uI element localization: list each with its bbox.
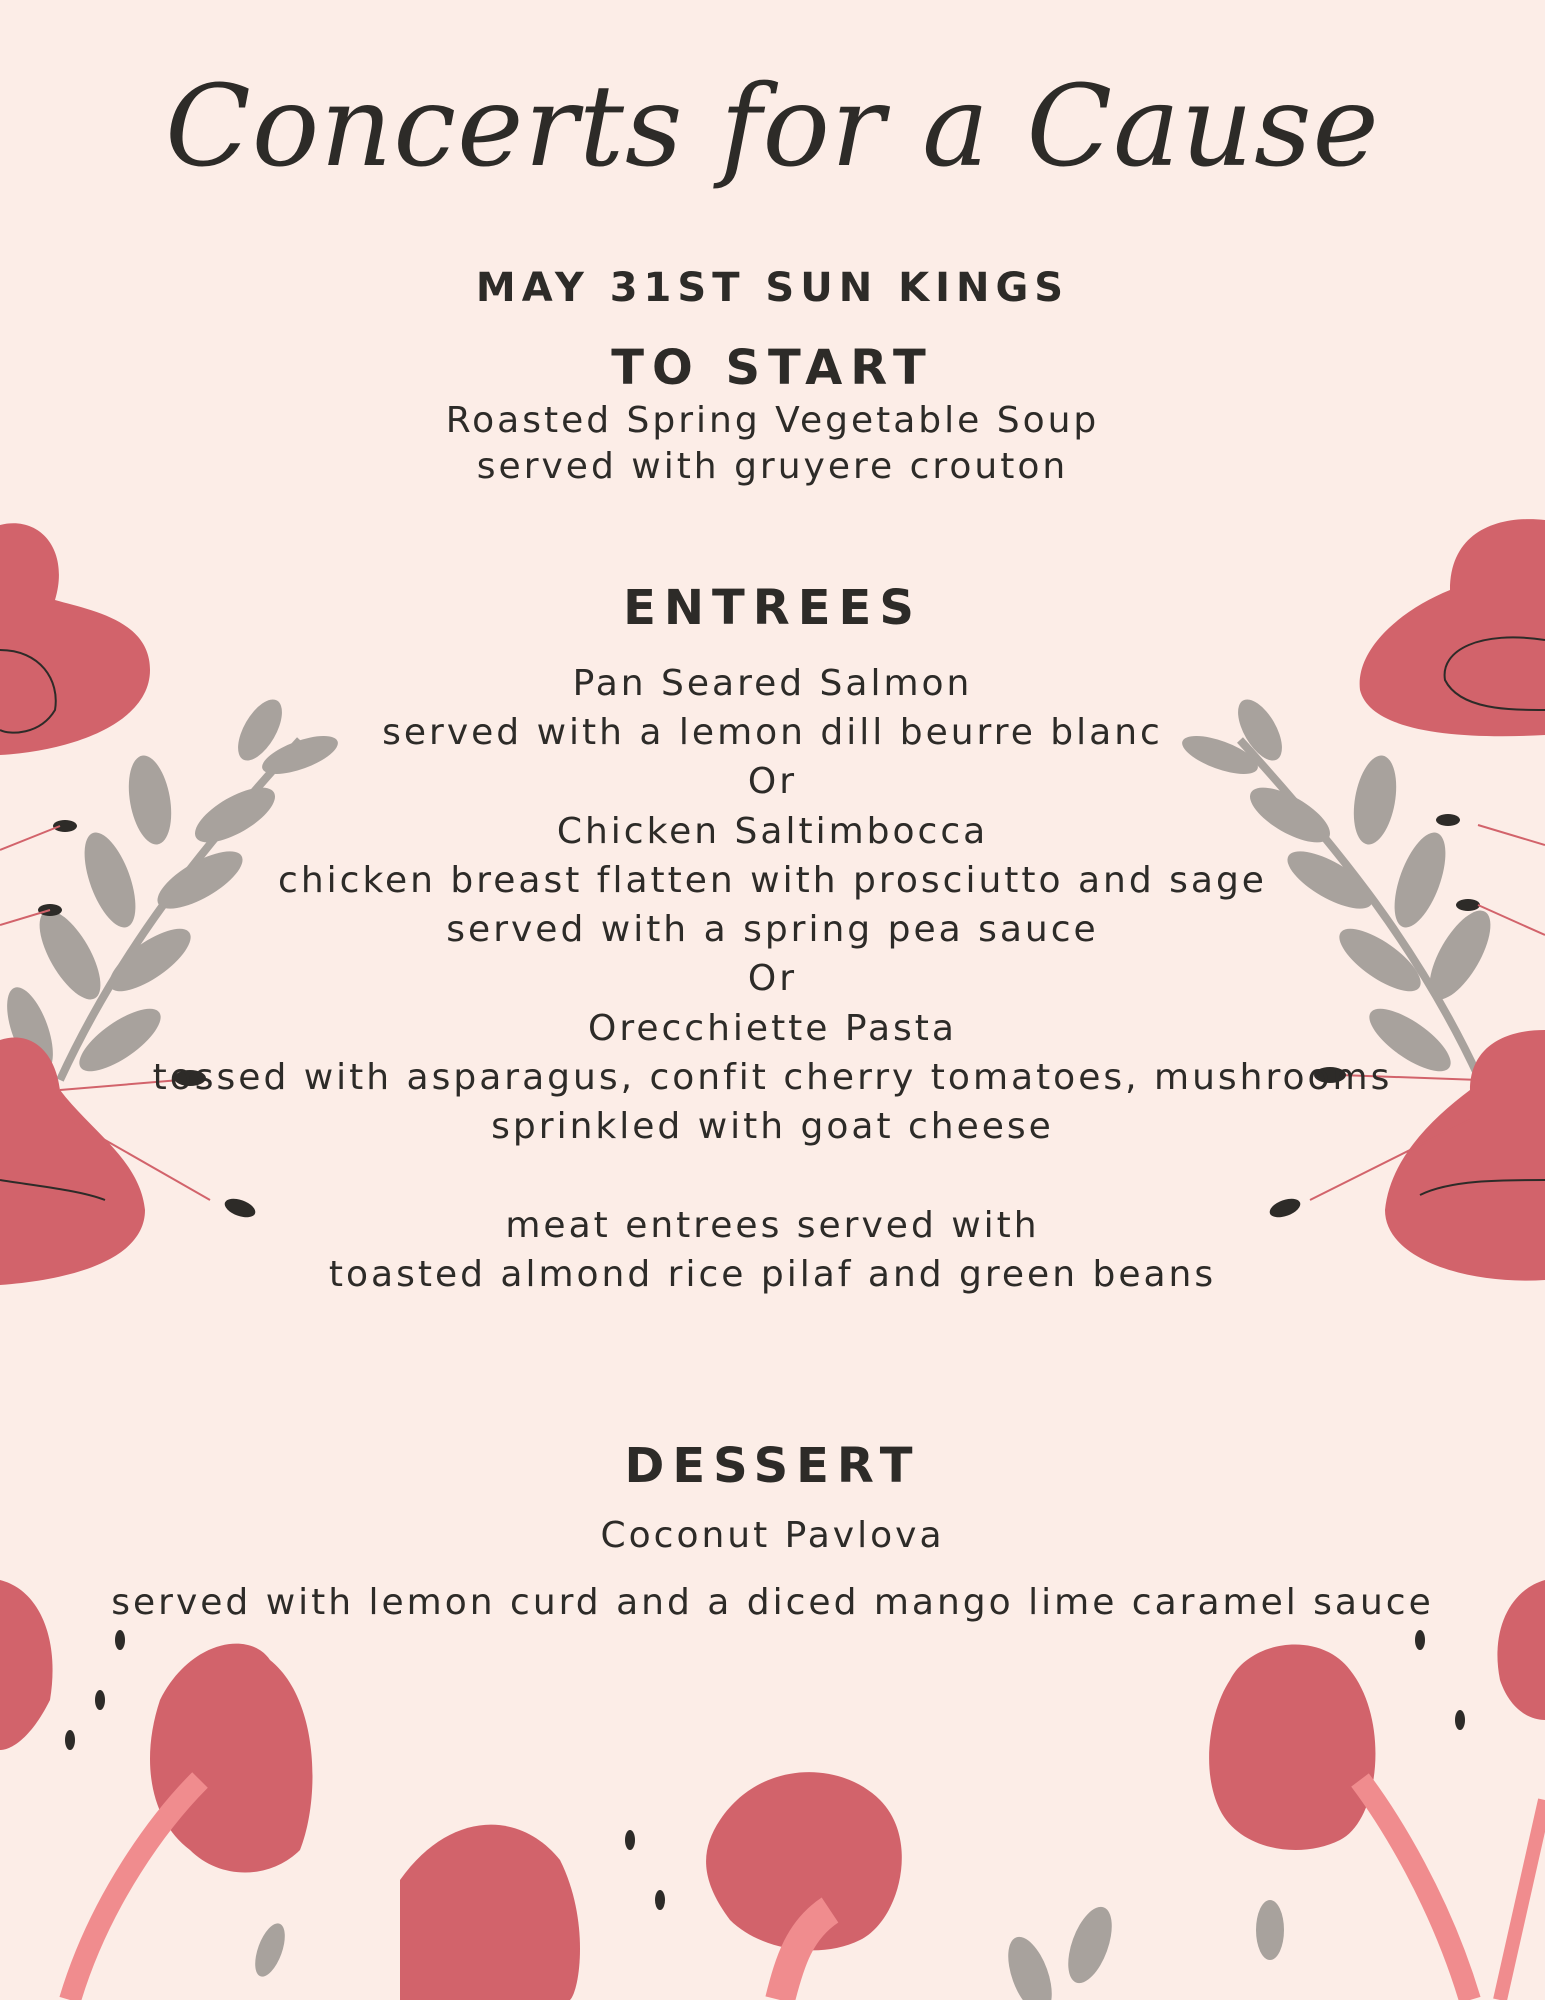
menu-item-line: tossed with asparagus, confit cherry tomatoes, mushrooms xyxy=(152,1057,1393,1098)
section-heading-dessert: DESSERT xyxy=(624,1438,921,1494)
menu-item-line: Pan Seared Salmon xyxy=(572,663,973,704)
menu-item-line: sprinkled with goat cheese xyxy=(491,1106,1054,1147)
menu-item-line: Coconut Pavlova xyxy=(600,1515,945,1556)
menu-item-line: Roasted Spring Vegetable Soup xyxy=(445,400,1100,441)
menu-note-line: toasted almond rice pilaf and green beans xyxy=(328,1254,1217,1295)
menu-item-line: served with a spring pea sauce xyxy=(446,909,1099,950)
section-heading-entrees: ENTREES xyxy=(623,580,922,636)
menu-item-line: Or xyxy=(747,761,798,802)
menu-item-line: chicken breast flatten with prosciutto and sage xyxy=(278,860,1267,901)
menu-item-line: Orecchiette Pasta xyxy=(588,1008,957,1049)
page-title: Concerts for a Cause xyxy=(165,62,1380,192)
event-subtitle: MAY 31ST SUN KINGS xyxy=(475,265,1070,311)
menu-item-line: Chicken Saltimbocca xyxy=(556,811,989,852)
menu-item-line: served with lemon curd and a diced mango lime caramel sauce xyxy=(111,1582,1434,1623)
section-heading-to-start: TO START xyxy=(611,340,934,396)
menu-note-line: meat entrees served with xyxy=(505,1205,1040,1246)
bottom-flowers xyxy=(0,1580,1545,2000)
menu-item-line: Or xyxy=(747,958,798,999)
menu-item-line: served with gruyere crouton xyxy=(476,446,1069,487)
menu-item-line: served with a lemon dill beurre blanc xyxy=(382,712,1163,753)
